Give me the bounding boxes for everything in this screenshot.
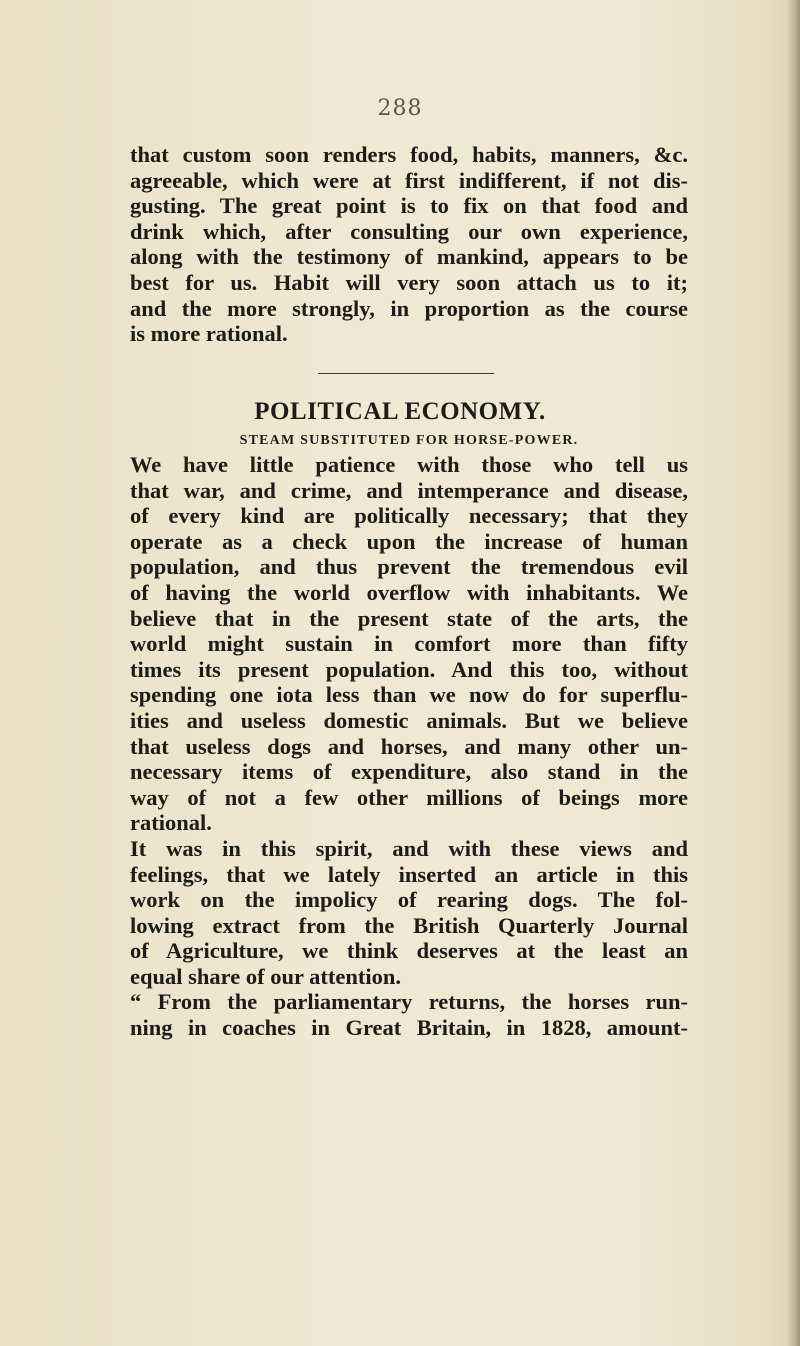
paragraph-custom-habits [130, 142, 688, 347]
text-line: equal share of our attention. [130, 963, 402, 989]
text-line: We have little patience with those who tell us [130, 452, 688, 477]
text-line: operate as a check upon the increase of human [130, 528, 688, 554]
text-line: ities and useless domestic animals. But we believe [130, 707, 688, 733]
text-line: is more rational. [130, 321, 288, 347]
section-heading: POLITICAL ECONOMY. [254, 398, 546, 425]
text-line: ning in coaches in Great Britain, in 1828, amount- [130, 1015, 688, 1041]
article-body [130, 452, 688, 1041]
text-line: times its present population. And this too, without [130, 656, 688, 682]
page-number: 288 [377, 96, 423, 121]
text-line: “ From the parliamentary returns, the horses run- [130, 989, 688, 1015]
section-subheading: STEAM SUBSTITUTED FOR HORSE-POWER. [239, 433, 579, 448]
text-line: along with the testimony of mankind, appears to be [130, 244, 688, 270]
text-line: necessary items of expenditure, also stand in the [130, 759, 688, 785]
text-line: that custom soon renders food, habits, manners, &c. [130, 142, 688, 167]
text-line: of having the world overflow with inhabitants. We [130, 579, 688, 605]
text-line: feelings, that we lately inserted an article in this [130, 861, 688, 887]
text-line: rational. [130, 810, 212, 836]
text-line: world might sustain in comfort more than fifty [130, 631, 688, 657]
text-line: and the more strongly, in proportion as the course [130, 295, 688, 321]
text-line: that war, and crime, and intemperance and disease, [130, 477, 688, 503]
page-edge-shadow [786, 0, 800, 1346]
text-line: population, and thus prevent the tremendous evil [130, 554, 688, 580]
text-line: of every kind are politically necessary; that they [130, 503, 688, 529]
text-line: that useless dogs and horses, and many other un- [130, 733, 688, 759]
text-line: gusting. The great point is to fix on that food and [130, 193, 688, 219]
text-line: of Agriculture, we think deserves at the least an [130, 938, 688, 964]
section-separator-rule [318, 373, 494, 374]
text-line: work on the impolicy of rearing dogs. The fol- [130, 887, 688, 913]
text-line: best for us. Habit will very soon attach us to it; [130, 269, 688, 295]
text-line: lowing extract from the British Quarterly Journal [130, 912, 688, 938]
text-line: agreeable, which were at first indifferent, if not dis- [130, 167, 688, 193]
text-line: spending one iota less than we now do for superflu- [130, 682, 688, 708]
text-line: way of not a few other millions of beings more [130, 784, 688, 810]
text-line: drink which, after consulting our own experience, [130, 218, 688, 244]
text-line: believe that in the present state of the arts, the [130, 605, 688, 631]
text-line: It was in this spirit, and with these views and [130, 835, 688, 861]
